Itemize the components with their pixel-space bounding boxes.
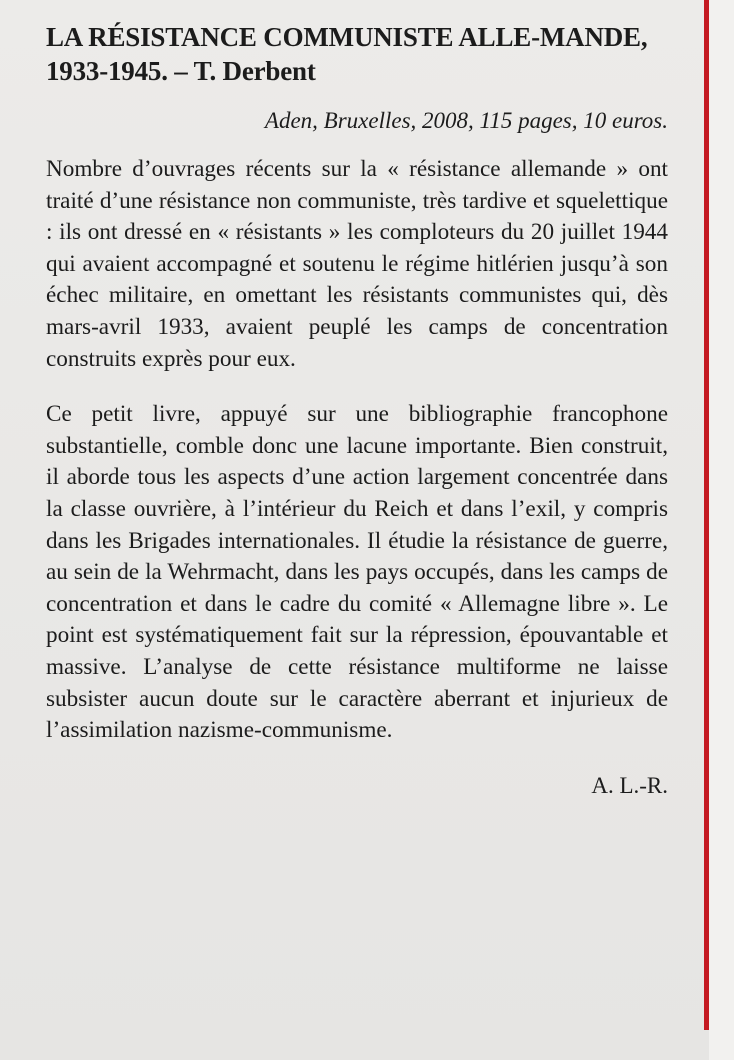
review-paragraph-1: Nombre d’ouvrages récents sur la « résistance allemande » ont traité d’une résistance non communiste, très tardive et squelettique : ils ont dressé en « résistants » les comploteurs du 20 juillet 1944 qui avaient accompagné et soutenu le régime hitlérien jusqu’à son échec militaire, en omettant les résistants communistes qui, dès mars-avril 1933, avaient peuplé les camps de concentration construits exprès pour eux.	[46, 156, 668, 372]
page-margin-strip	[709, 0, 734, 1060]
review-title: LA RÉSISTANCE COMMUNISTE ALLE-MANDE, 1933-1945. – T. Derbent	[46, 22, 648, 86]
publication-details: Aden, Bruxelles, 2008, 115 pages, 10 euros.	[264, 108, 668, 133]
author-signature: A. L.-R.	[591, 772, 668, 798]
review-column	[46, 20, 668, 801]
review-paragraph-2: Ce petit livre, appuyé sur une bibliographie francophone substantielle, comble donc une lacune importante. Bien construit, il aborde tous les aspects d’une action largement concentrée dans la classe ouvrière, à l’intérieur du Reich et dans l’exil, y compris dans les Brigades internationales. Il étudie la résistance de guerre, au sein de la Wehrmacht, dans les pays occupés, dans les camps de concentration et dans le cadre du comité « Allemagne libre ». Le point est systématiquement fait sur la répression, épouvantable et massive. L’analyse de cette résistance multiforme ne laisse subsister aucun doute sur le caractère aberrant et injurieux de l’assimilation nazisme-communisme.	[46, 401, 668, 744]
